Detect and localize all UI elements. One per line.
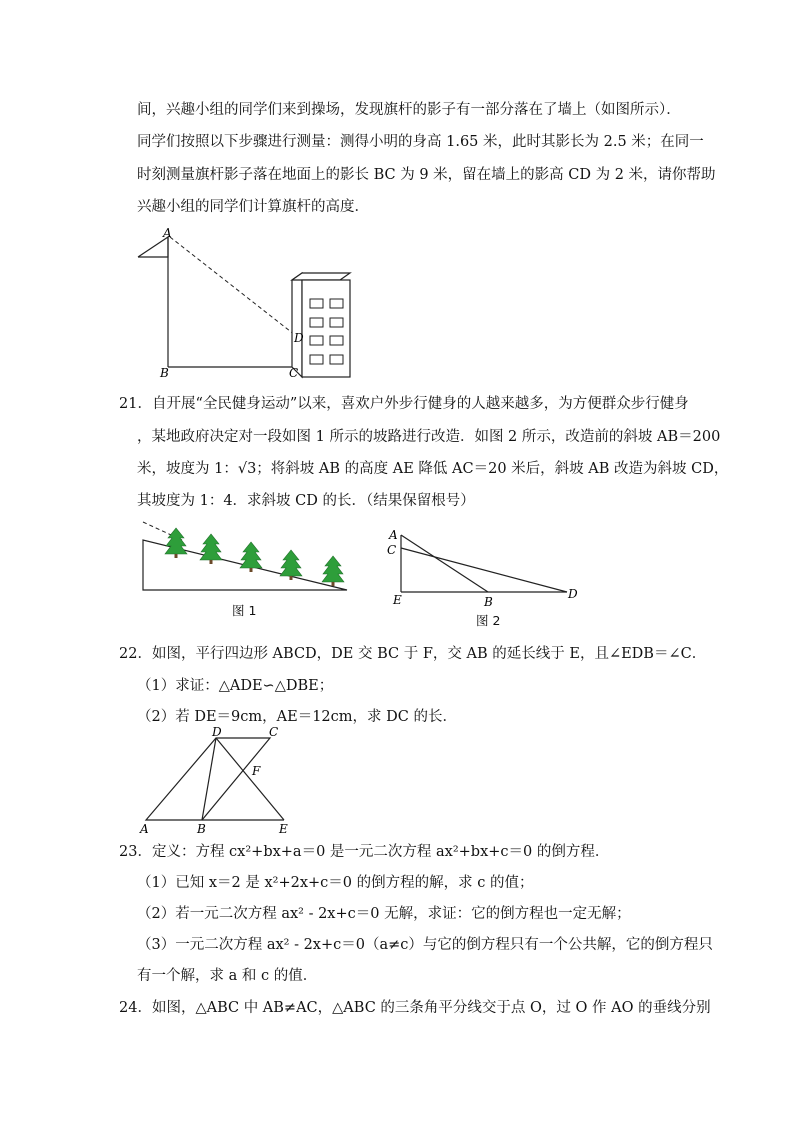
label-e: E [393,593,402,607]
q23-part-3-line-2: 有一个解，求 a 和 c 的值． [137,968,318,984]
flag-shape [138,237,168,257]
q21-text-line-3: 米，坡度为 1：√3；将斜坡 AB 的高度 AE 降低 AC＝20 米后，斜坡 AB 改造为斜坡 CD， [137,461,729,477]
q23-part-1: （1）已知 x＝2 是 x²+2x+c＝0 的倒方程的解，求 c 的值； [137,875,534,891]
q22-parallelogram-figure [138,725,298,836]
q21-text-line-1: 21．自开展“全民健身运动”以来，喜欢户外步行健身的人越来越多，为方便群众步行健身 [119,396,689,412]
label-d: D [568,587,578,601]
segment-db [202,738,216,820]
label-c: C [269,725,279,739]
q22-part-2: （2）若 DE＝9cm，AE＝12cm，求 DC 的长． [137,709,457,725]
fig1-caption: 图 1 [232,603,257,618]
q23-part-3-line-1: （3）一元二次方程 ax² - 2x+c＝0（a≠c）与它的倒方程只有一个公共解，它的倒方程只 [137,937,713,953]
segment-cd [401,548,567,592]
label-b: B [484,595,493,609]
q20-text-line-1: 间，兴趣小组的同学们来到操场，发现旗杆的影子有一部分落在了墙上（如图所示）． [137,102,681,118]
q23-part-2: （2）若一元二次方程 ax² - 2x+c＝0 无解，求证：它的倒方程也一定无解； [137,906,631,922]
label-c: C [387,543,397,557]
building-top [292,273,350,280]
q21-figure-2-triangle [385,527,585,609]
q20-text-line-4: 兴趣小组的同学们计算旗杆的高度． [137,199,369,215]
q21-text-line-2: ，某地政府决定对一段如图 1 所示的坡路进行改造．如图 2 所示，改造前的斜坡 AB＝200 [137,429,721,445]
segment-de [216,738,284,820]
fig2-caption: 图 2 [476,613,501,628]
q23-text-line-1: 23．定义：方程 cx²+bx+a＝0 是一元二次方程 ax²+bx+c＝0 的倒方程． [119,844,610,860]
label-a: A [163,226,172,240]
label-a: A [389,528,398,542]
building-side [292,273,302,377]
label-e: E [279,822,288,836]
label-f: F [252,764,261,778]
segment-ab [401,535,488,592]
q21-text-line-4: 其坡度为 1：4．求斜坡 CD 的长．（结果保留根号） [137,493,475,509]
q22-text-line-1: 22．如图，平行四边形 ABCD，DE 交 BC 于 F，交 AB 的延长线于 E，且∠EDB＝∠C． [119,646,707,662]
q20-text-line-3: 时刻测量旗杆影子落在地面上的影长 BC 为 9 米，留在墙上的影高 CD 为 2 米，请你帮助 [137,167,716,183]
q24-text-line-1: 24．如图，△ABC 中 AB≠AC，△ABC 的三条角平分线交于点 O，过 O 作 AO 的垂线分别 [119,1000,711,1016]
label-b: B [197,822,206,836]
q20-flagpole-figure [130,225,360,380]
parallelogram-abcd [146,738,270,820]
label-d: D [212,725,222,739]
shadow-ray-line [170,237,295,335]
label-c: C [289,366,299,380]
q20-text-line-2: 同学们按照以下步骤进行测量：测得小明的身高 1.65 米，此时其影长为 2.5 米；在同一 [137,134,704,150]
q22-part-1: （1）求证：△ADE∽△DBE； [137,678,334,694]
label-a: A [140,822,149,836]
q21-figure-1-slope [140,518,355,598]
label-b: B [160,366,169,380]
label-d: D [294,331,304,345]
